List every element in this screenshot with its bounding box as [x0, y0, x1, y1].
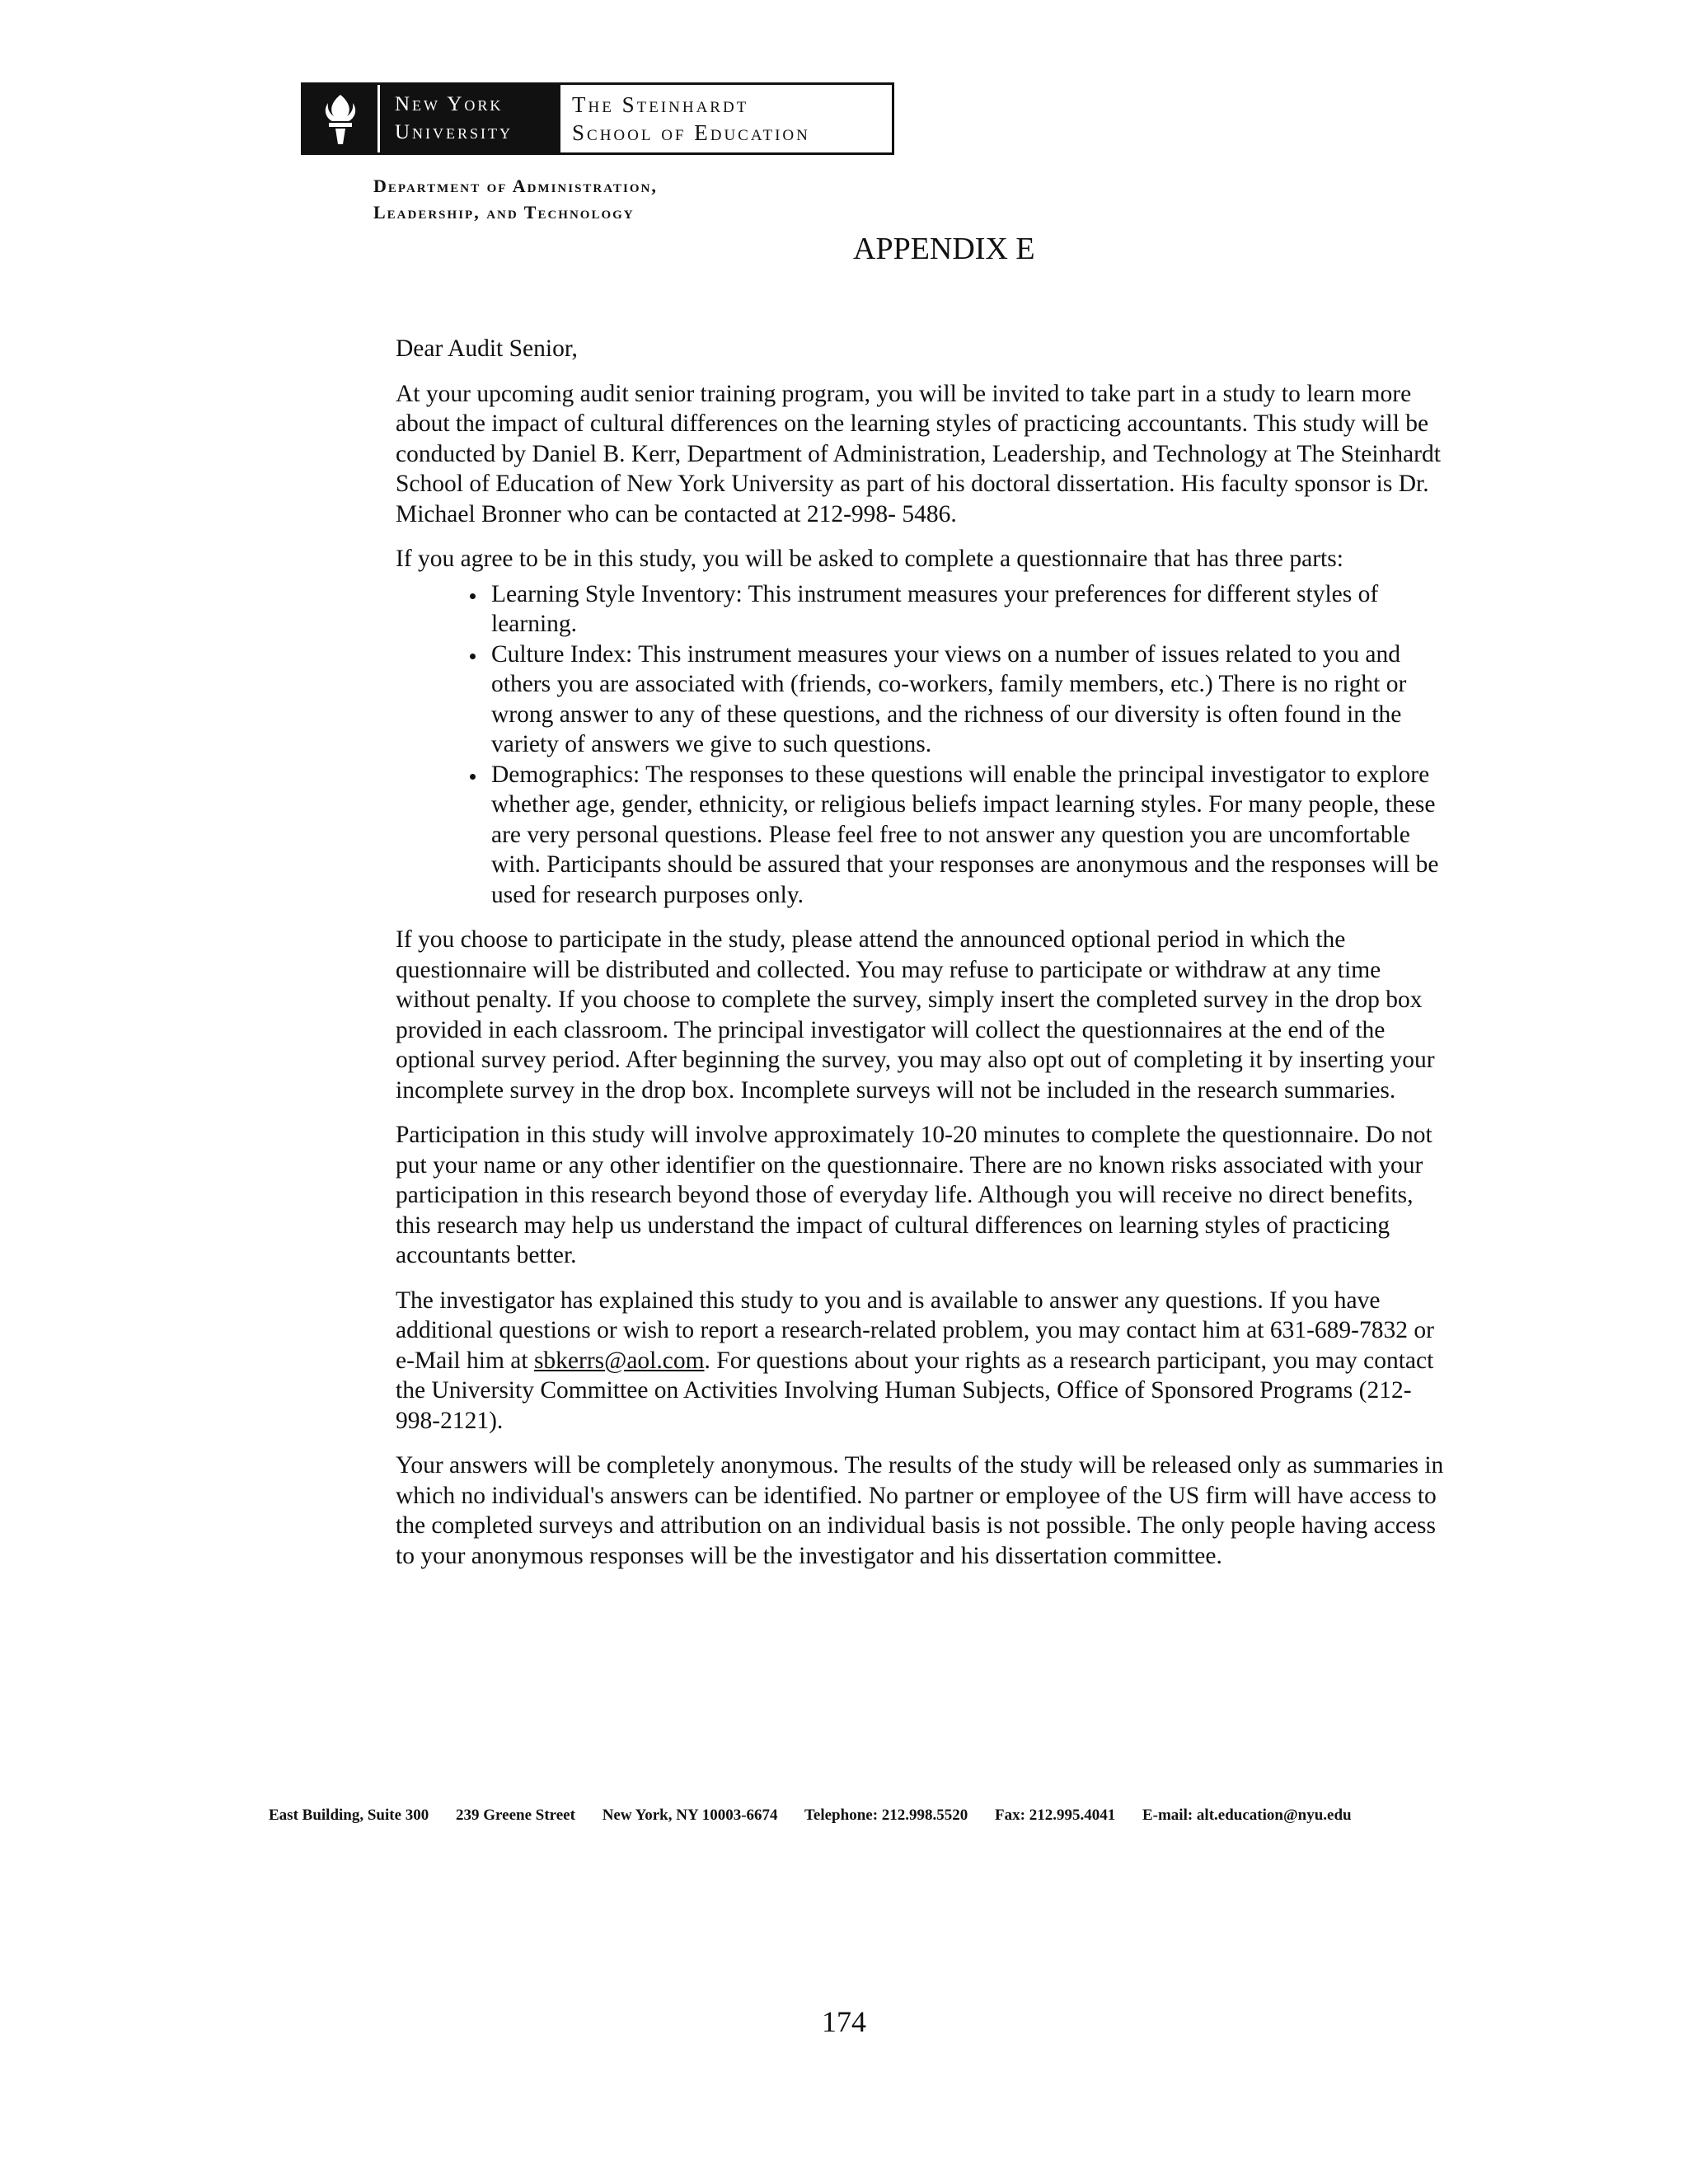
footer-fax: Fax: 212.995.4041 [995, 1807, 1116, 1824]
footer-address [269, 1807, 1554, 1825]
paragraph-4: Participation in this study will involve approximately 10-20 minutes to complete the questionnaire. Do not put your name or any other identifier on the questionnaire. There are no known risks associated with your participation in this research beyond those of everyday life. Although you will receive no direct benefits, this research may help us understand the impact of cultural differences on learning styles of practicing accountants better. [396, 1122, 1432, 1268]
list-item: • Learning Style Inventory: This instrument measures your preferences for different styles of learning. [486, 579, 1447, 640]
paragraph-5 [396, 1286, 1447, 1436]
school-line-2: School of Education [572, 120, 810, 145]
salutation: Dear Audit Senior, [396, 335, 578, 362]
university-line-2: University [395, 121, 513, 143]
paragraph-5-text-a: The investigator has explained this study to you and is available to answer any questions. If you have additional questions or wish to report a research-related problem, you may contact him at 631-689-7832 or e-Mail him at [396, 1286, 1434, 1374]
paragraph-5-text-b: . For questions about your rights as a research participant, you may contact the University Committee on Activities Involving Human Subjects, Office of Sponsored Programs (212-998-2121). [396, 1347, 1434, 1434]
footer-street: 239 Greene Street [456, 1807, 575, 1824]
nyu-logo [301, 82, 894, 155]
appendix-title: APPENDIX E [853, 232, 1035, 266]
department-name [373, 173, 658, 226]
paragraph-6: Your answers will be completely anonymous. The results of the study will be released only as summaries in which no individual's answers can be identified. No partner or employee of the US firm will have access to the completed surveys and attribution on an individual basis is not possible. The only people having access to your anonymous responses will be the investigator and his dissertation committee. [396, 1452, 1444, 1569]
paragraph-1: At your upcoming audit senior training program, you will be invited to take part in a study to learn more about the impact of cultural differences on the learning styles of practicing accountants. This study will be conducted by Daniel B. Kerr, Department of Administration, Leadership, and Technology at The Steinhardt School of Education of New York University as part of his doctoral dissertation. His faculty sponsor is Dr. Michael Bronner who can be contacted at 212-998- 5486. [396, 380, 1441, 527]
university-line-1: New York [395, 93, 504, 115]
university-name [377, 85, 560, 152]
letter-body [396, 334, 1447, 1586]
department-line-1: Department of Administration, [373, 176, 658, 196]
paragraph-3: If you choose to participate in the study, please attend the announced optional period in which the questionnaire will be distributed and collected. You may refuse to participate or withdraw at any time without penalty. If you choose to complete the survey, simply insert the completed survey in the drop box provided in each classroom. The principal investigator will collect the questionnaires at the end of the optional survey period. After beginning the survey, you may also opt out of completing it by inserting your incomplete survey in the drop box. Incomplete surveys will not be included in the research summaries. [396, 926, 1435, 1104]
school-name [560, 85, 892, 152]
footer-email: E-mail: alt.education@nyu.edu [1142, 1807, 1352, 1824]
school-line-1: The Steinhardt [572, 92, 749, 117]
investigator-email-link[interactable]: sbkerrs@aol.com [533, 1347, 705, 1374]
footer-building: East Building, Suite 300 [269, 1807, 429, 1824]
list-item: • Culture Index: This instrument measures your views on a number of issues related to you and others you are associated with (friends, co-workers, family members, etc.) There is no right or wrong answer to any of these questions, and the richness of our diversity is often found in the variety of answers we give to such questions. [486, 640, 1447, 760]
paragraph-2: If you agree to be in this study, you will be asked to complete a questionnaire that has three parts: [396, 546, 1343, 572]
footer-city: New York, NY 10003-6674 [602, 1807, 778, 1824]
footer-telephone: Telephone: 212.998.5520 [804, 1807, 968, 1824]
page-number: 174 [822, 2005, 866, 2038]
questionnaire-parts-list [396, 579, 1447, 911]
torch-icon [303, 85, 377, 152]
department-line-2: Leadership, and Technology [373, 202, 635, 223]
list-item: • Demographics: The responses to these questions will enable the principal investigator to explore whether age, gender, ethnicity, or religious beliefs impact learning styles. For many people, these are very personal questions. Please feel free to not answer any question you are uncomfortable with. Participants should be assured that your responses are anonymous and the responses will be used for research purposes only. [486, 760, 1447, 911]
